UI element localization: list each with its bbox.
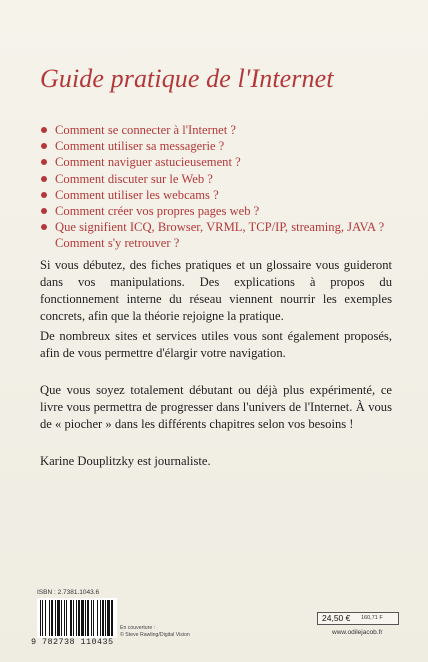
barcode-bar (91, 600, 92, 636)
cover-credit (120, 625, 190, 639)
bullet-icon (41, 208, 47, 214)
barcode-bar (61, 600, 62, 636)
cover-credit-line: © Steve Rawling/Digital Vision (120, 632, 190, 638)
list-item: Comment créer vos propres pages web ? (40, 203, 395, 219)
paragraph-audience: Que vous soyez totalement débutant ou déjà plus expérimenté, ce livre vous permettra de progresser dans l'univers de l'Internet. À vous de « piocher » dans les différents chapitres selon vos besoins ! (40, 383, 392, 431)
list-item: Comment naviguer astucieusement ? (40, 154, 395, 170)
publisher-website: www.odilejacob.fr (332, 629, 383, 636)
bullet-icon (41, 176, 47, 182)
barcode-bar (85, 600, 86, 636)
bullet-icon (41, 224, 47, 230)
bullet-icon (41, 127, 47, 133)
barcode-bar (45, 600, 46, 636)
bullet-icon (41, 159, 47, 165)
isbn-label: ISBN : 2.7381.1043.6 (37, 589, 100, 596)
description-text (40, 257, 392, 473)
barcode-bar (100, 600, 101, 636)
barcode-bar (111, 600, 113, 636)
list-item: Comment se connecter à l'Internet ? (40, 122, 395, 138)
list-item: Comment utiliser sa messagerie ? (40, 138, 395, 154)
barcode-bar (81, 600, 84, 636)
question-list (40, 122, 395, 252)
paragraph-sites: De nombreux sites et services utiles vous sont également proposés, afin de vous permettre d'élargir votre navigation. (40, 329, 392, 360)
list-item: Comment utiliser les webcams ? (40, 187, 395, 203)
barcode-bar (78, 600, 80, 636)
cover-credit-line: En couverture : (120, 625, 156, 631)
barcode-bar (64, 600, 65, 636)
barcode-bar (55, 600, 56, 636)
barcode-bar (51, 600, 53, 636)
barcode-bar (76, 600, 77, 636)
author-note: Karine Douplitzky est journaliste. (40, 454, 211, 468)
barcode-bar (102, 600, 104, 636)
barcode-bar (40, 600, 41, 636)
price-euro: 24,50 € (322, 613, 351, 623)
barcode-bar (93, 600, 94, 636)
book-title: Guide pratique de l'Internet (40, 64, 334, 93)
barcode-bar (105, 600, 106, 636)
barcode-bar (73, 600, 74, 636)
price-franc: 160,71 F (361, 615, 383, 621)
barcode-bar (42, 600, 43, 636)
list-item: Que signifient ICQ, Browser, VRML, TCP/IP, streaming, JAVA ? Comment s'y retrouver ? (40, 219, 395, 251)
barcode-bar (66, 600, 67, 636)
barcode-bar (57, 600, 60, 636)
barcode-bar (49, 600, 50, 636)
barcode-bar (107, 600, 110, 636)
barcode-icon (37, 598, 117, 638)
bullet-icon (41, 192, 47, 198)
barcode-bar (97, 600, 98, 636)
bullet-icon (41, 143, 47, 149)
paragraph-intro: Si vous débutez, des fiches pratiques et un glossaire vous guideront dans vos manipulations. Des explications à propos du fonctionnement interne du réseau viennent nourrir les exemples concrets, afin que la théorie rejoigne la pratique. (40, 258, 392, 323)
barcode-number: 9 782738 110435 (31, 637, 114, 647)
barcode-bar (70, 600, 72, 636)
list-item: Comment discuter sur le Web ? (40, 171, 395, 187)
barcode-bar (87, 600, 89, 636)
barcode-graphic (37, 598, 117, 638)
price-box (317, 612, 399, 625)
